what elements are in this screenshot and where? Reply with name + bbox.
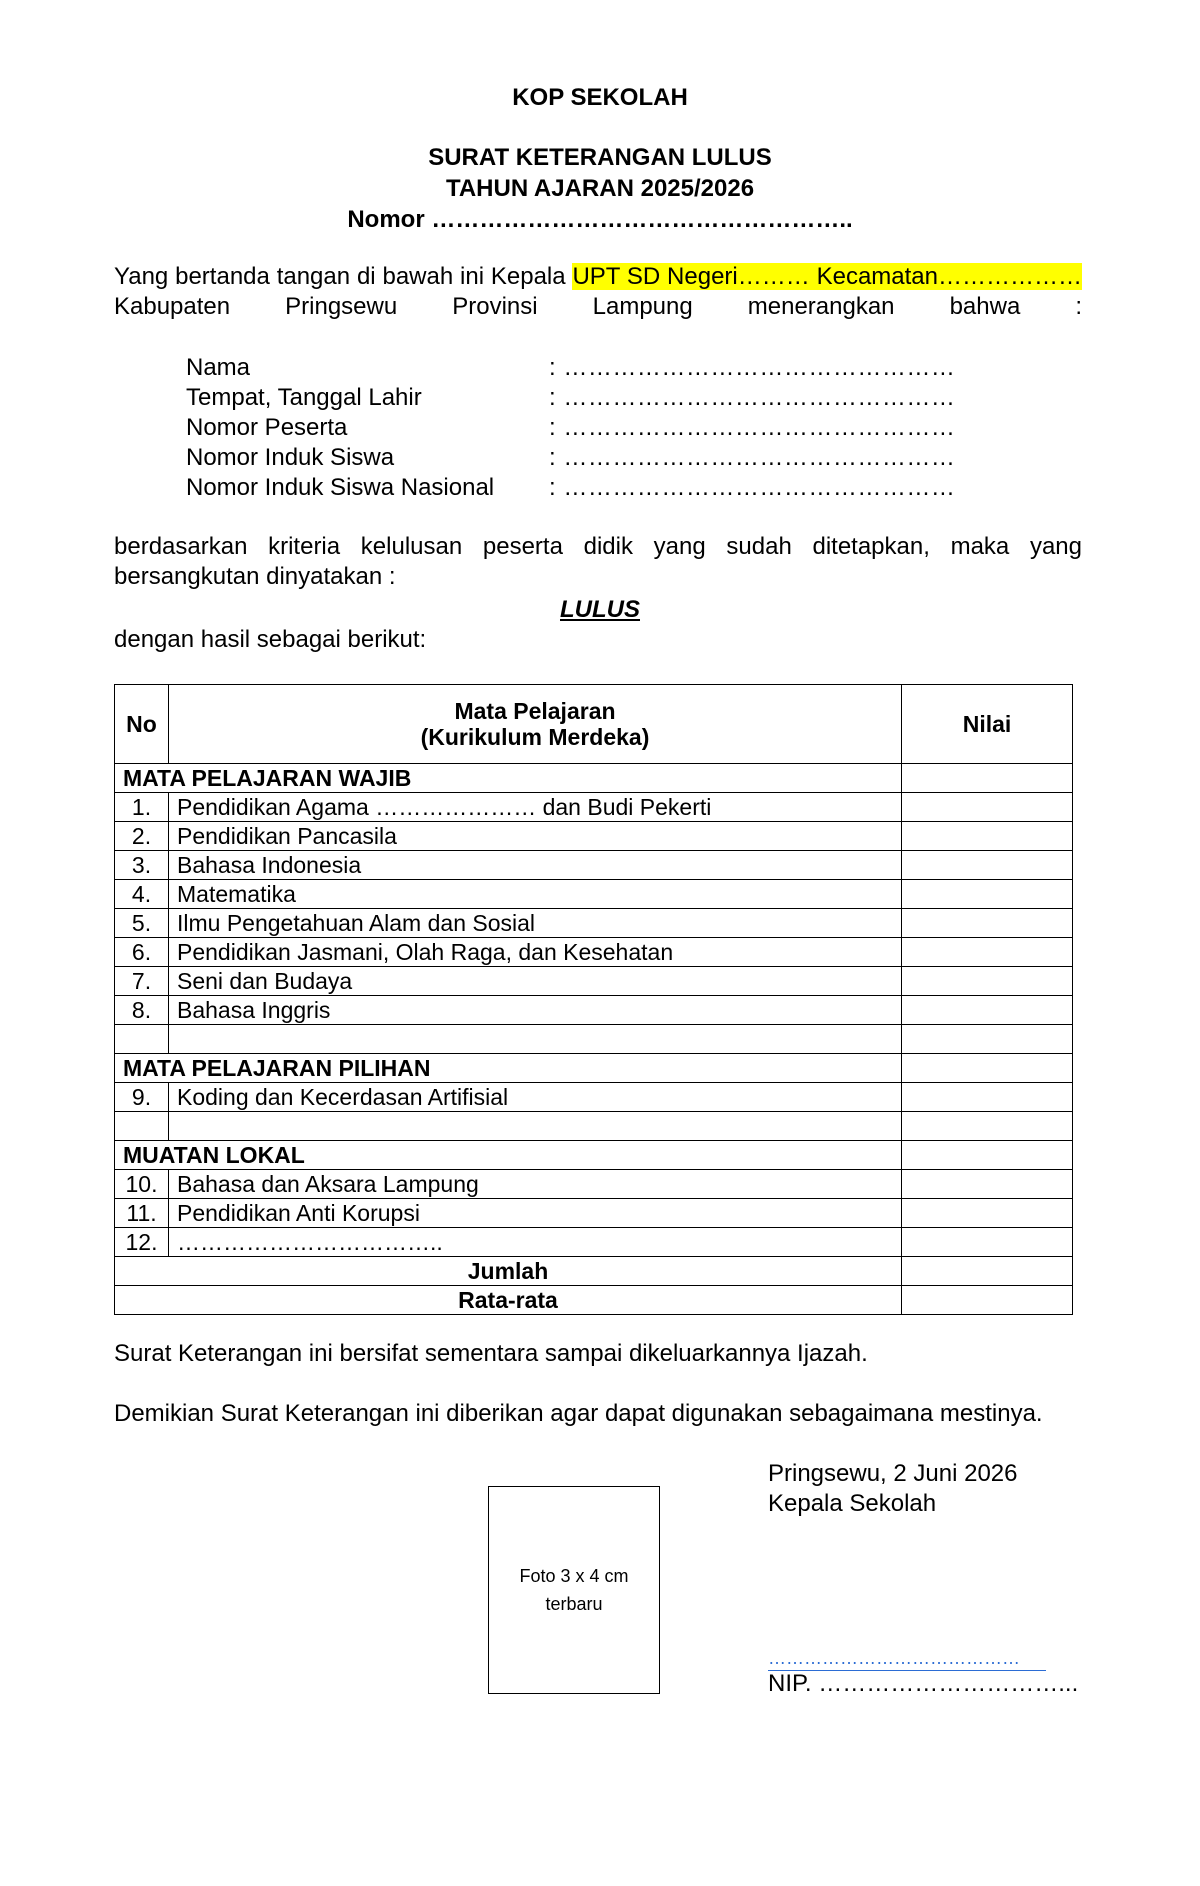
table-header-row — [115, 685, 1073, 764]
row-number: 4. — [115, 880, 169, 909]
subject-name: Pendidikan Jasmani, Olah Raga, dan Kesehatan — [169, 938, 902, 967]
field-label-nisn: Nomor Induk Siswa Nasional — [186, 474, 495, 501]
header-no: No — [115, 685, 169, 764]
subject-name — [169, 1112, 902, 1141]
subject-name: Bahasa Inggris — [169, 996, 902, 1025]
row-number — [115, 1025, 169, 1054]
field-label-name: Nama — [186, 354, 251, 381]
graduation-status: LULUS — [560, 596, 640, 623]
subject-name: Seni dan Budaya — [169, 967, 902, 996]
subject-name: Bahasa Indonesia — [169, 851, 902, 880]
value-cell — [902, 967, 1073, 996]
value-cell — [902, 1112, 1073, 1141]
letter-number: Nomor …………………………………………….. — [347, 206, 853, 233]
section-row — [115, 1141, 1073, 1170]
signature-name-line: …………………………………… — [768, 1646, 1046, 1671]
table-row — [115, 1170, 1073, 1199]
row-number: 6. — [115, 938, 169, 967]
row-number: 8. — [115, 996, 169, 1025]
total-label: Jumlah — [115, 1257, 902, 1286]
section-row — [115, 764, 1073, 793]
header-value: Nilai — [902, 685, 1073, 764]
value-cell — [902, 1170, 1073, 1199]
subject-name — [169, 1025, 902, 1054]
value-cell — [902, 793, 1073, 822]
row-number: 3. — [115, 851, 169, 880]
table-row — [115, 880, 1073, 909]
closing-statement: Demikian Surat Keterangan ini diberikan agar dapat digunakan sebagaimana mestinya. — [114, 1400, 1043, 1427]
header-subject-line1: Mata Pelajaran — [454, 698, 616, 724]
average-value — [902, 1286, 1073, 1315]
field-label-participant-number: Nomor Peserta — [186, 414, 348, 441]
section-title-lokal: MUATAN LOKAL — [115, 1141, 902, 1170]
value-cell — [902, 1141, 1073, 1170]
value-cell — [902, 1025, 1073, 1054]
subject-name: Matematika — [169, 880, 902, 909]
value-cell — [902, 1083, 1073, 1112]
photo-label-line2: terbaru — [545, 1594, 603, 1614]
section-title-wajib: MATA PELAJARAN WAJIB — [115, 764, 902, 793]
field-label-birth: Tempat, Tanggal Lahir — [186, 384, 422, 411]
subject-name: Pendidikan Anti Korupsi — [169, 1199, 902, 1228]
section-title-pilihan: MATA PELAJARAN PILIHAN — [115, 1054, 902, 1083]
section-row — [115, 1054, 1073, 1083]
table-row — [115, 851, 1073, 880]
total-row — [115, 1257, 1073, 1286]
school-name-highlight: UPT SD Negeri……… Kecamatan……………… — [572, 263, 1083, 290]
value-cell — [902, 909, 1073, 938]
row-number: 11. — [115, 1199, 169, 1228]
field-label-nis: Nomor Induk Siswa — [186, 444, 395, 471]
letterhead-placeholder: KOP SEKOLAH — [512, 84, 688, 111]
photo-placeholder — [488, 1486, 660, 1694]
value-cell — [902, 851, 1073, 880]
table-row — [115, 1199, 1073, 1228]
table-row — [115, 793, 1073, 822]
row-number: 7. — [115, 967, 169, 996]
criteria-paragraph: berdasarkan kriteria kelulusan peserta didik yang sudah ditetapkan, maka yang bersangkutan dinyatakan : — [114, 533, 1082, 590]
intro-text-2: Kabupaten Pringsewu Provinsi Lampung menerangkan bahwa : — [114, 293, 1082, 320]
table-row — [115, 1083, 1073, 1112]
results-intro: dengan hasil sebagai berikut: — [114, 626, 427, 653]
subject-name: Pendidikan Agama ………………… dan Budi Pekerti — [169, 793, 902, 822]
grades-table — [114, 684, 1073, 1315]
empty-row — [115, 1025, 1073, 1054]
signature-place-date: Pringsewu, 2 Juni 2026 — [768, 1460, 1018, 1487]
signature-position: Kepala Sekolah — [768, 1490, 937, 1517]
row-number: 1. — [115, 793, 169, 822]
header-subject — [169, 685, 902, 764]
value-cell — [902, 1054, 1073, 1083]
table-row — [115, 938, 1073, 967]
value-cell — [902, 938, 1073, 967]
row-number — [115, 1112, 169, 1141]
empty-row — [115, 1112, 1073, 1141]
table-row — [115, 967, 1073, 996]
field-value-name: : ………………………………………… — [549, 354, 956, 381]
temporary-note: Surat Keterangan ini bersifat sementara sampai dikeluarkannya Ijazah. — [114, 1340, 868, 1367]
total-value — [902, 1257, 1073, 1286]
table-row — [115, 909, 1073, 938]
average-row — [115, 1286, 1073, 1315]
field-value-nis: : ………………………………………… — [549, 444, 956, 471]
signature-nip: NIP. …………………………... — [768, 1670, 1079, 1697]
value-cell — [902, 996, 1073, 1025]
field-value-participant-number: : ………………………………………… — [549, 414, 956, 441]
average-label: Rata-rata — [115, 1286, 902, 1315]
intro-paragraph — [114, 262, 1082, 322]
subject-name: Koding dan Kecerdasan Artifisial — [169, 1083, 902, 1112]
row-number: 5. — [115, 909, 169, 938]
subject-name: Pendidikan Pancasila — [169, 822, 902, 851]
value-cell — [902, 764, 1073, 793]
table-row — [115, 996, 1073, 1025]
table-row — [115, 822, 1073, 851]
row-number: 2. — [115, 822, 169, 851]
table-row — [115, 1228, 1073, 1257]
value-cell — [902, 880, 1073, 909]
row-number: 10. — [115, 1170, 169, 1199]
photo-label-line1: Foto 3 x 4 cm — [519, 1566, 629, 1586]
subject-name: …………………………….. — [169, 1228, 902, 1257]
intro-text-1: Yang bertanda tangan di bawah ini Kepala — [114, 263, 566, 290]
field-value-nisn: : ………………………………………… — [549, 474, 956, 501]
value-cell — [902, 1199, 1073, 1228]
field-value-birth: : ………………………………………… — [549, 384, 956, 411]
subject-name: Ilmu Pengetahuan Alam dan Sosial — [169, 909, 902, 938]
header-subject-line2: (Kurikulum Merdeka) — [420, 724, 650, 750]
subject-name: Bahasa dan Aksara Lampung — [169, 1170, 902, 1199]
row-number: 9. — [115, 1083, 169, 1112]
value-cell — [902, 822, 1073, 851]
row-number: 12. — [115, 1228, 169, 1257]
academic-year: TAHUN AJARAN 2025/2026 — [445, 175, 755, 202]
value-cell — [902, 1228, 1073, 1257]
document-title: SURAT KETERANGAN LULUS — [428, 144, 772, 171]
